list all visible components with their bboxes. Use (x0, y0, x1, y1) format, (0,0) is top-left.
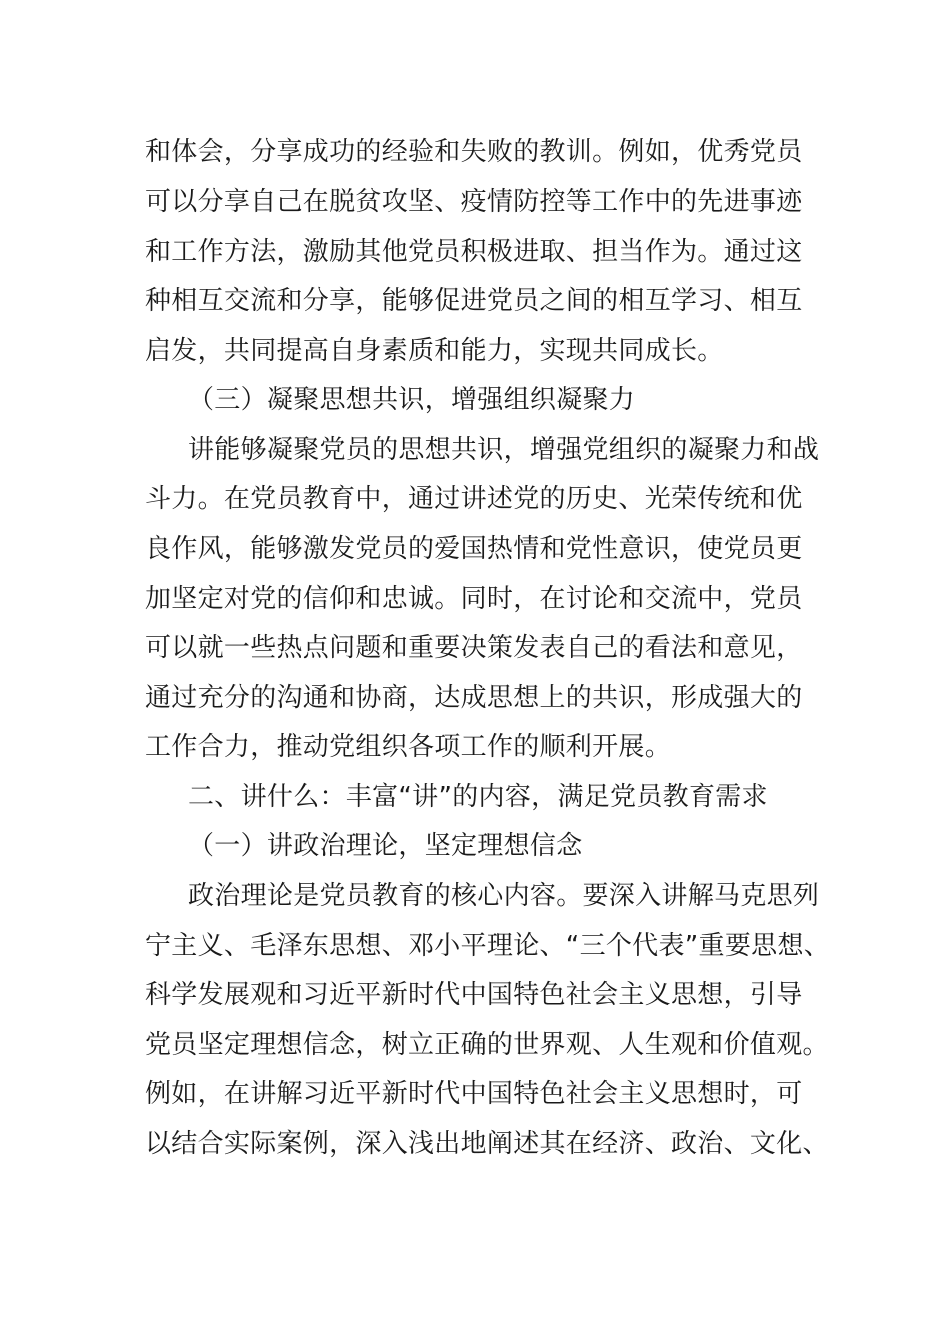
paragraph-line: 通过充分的沟通和协商，达成思想上的共识，形成强大的 (145, 683, 803, 713)
paragraph-line: 工作合力，推动党组织各项工作的顺利开展。 (145, 732, 672, 762)
section-heading: 二、讲什么：丰富“讲”的内容，满足党员教育需求 (188, 782, 768, 812)
paragraph-line: 加坚定对党的信仰和忠诚。同时，在讨论和交流中，党员 (145, 584, 803, 614)
paragraph-line: 以结合实际案例，深入浅出地阐述其在经济、政治、文化、 (145, 1129, 829, 1159)
paragraph-line: 斗力。在党员教育中，通过讲述党的历史、光荣传统和优 (145, 484, 803, 514)
paragraph-line: 科学发展观和习近平新时代中国特色社会主义思想，引导 (145, 980, 803, 1010)
paragraph-line: 政治理论是党员教育的核心内容。要深入讲解马克思列 (188, 881, 820, 911)
paragraph-line: 例如，在讲解习近平新时代中国特色社会主义思想时，可 (145, 1079, 803, 1109)
subsection-heading: （一）讲政治理论，坚定理想信念 (188, 831, 583, 861)
paragraph-line: 和工作方法，激励其他党员积极进取、担当作为。通过这 (145, 237, 803, 267)
paragraph-line: 种相互交流和分享，能够促进党员之间的相互学习、相互 (145, 286, 803, 316)
subsection-heading: （三）凝聚思想共识，增强组织凝聚力 (188, 385, 636, 415)
paragraph-line: 宁主义、毛泽东思想、邓小平理论、“三个代表”重要思想、 (145, 931, 831, 961)
paragraph-line: 可以分享自己在脱贫攻坚、疫情防控等工作中的先进事迹 (145, 187, 803, 217)
paragraph-line: 和体会，分享成功的经验和失败的教训。例如，优秀党员 (145, 137, 803, 167)
paragraph-line: 可以就一些热点问题和重要决策发表自己的看法和意见， (145, 633, 803, 663)
paragraph-line: 启发，共同提高自身素质和能力，实现共同成长。 (145, 336, 724, 366)
paragraph-line: 党员坚定理想信念，树立正确的世界观、人生观和价值观。 (145, 1030, 829, 1060)
paragraph-line: 良作风，能够激发党员的爱国热情和党性意识，使党员更 (145, 534, 803, 564)
paragraph-line: 讲能够凝聚党员的思想共识，增强党组织的凝聚力和战 (188, 435, 820, 465)
